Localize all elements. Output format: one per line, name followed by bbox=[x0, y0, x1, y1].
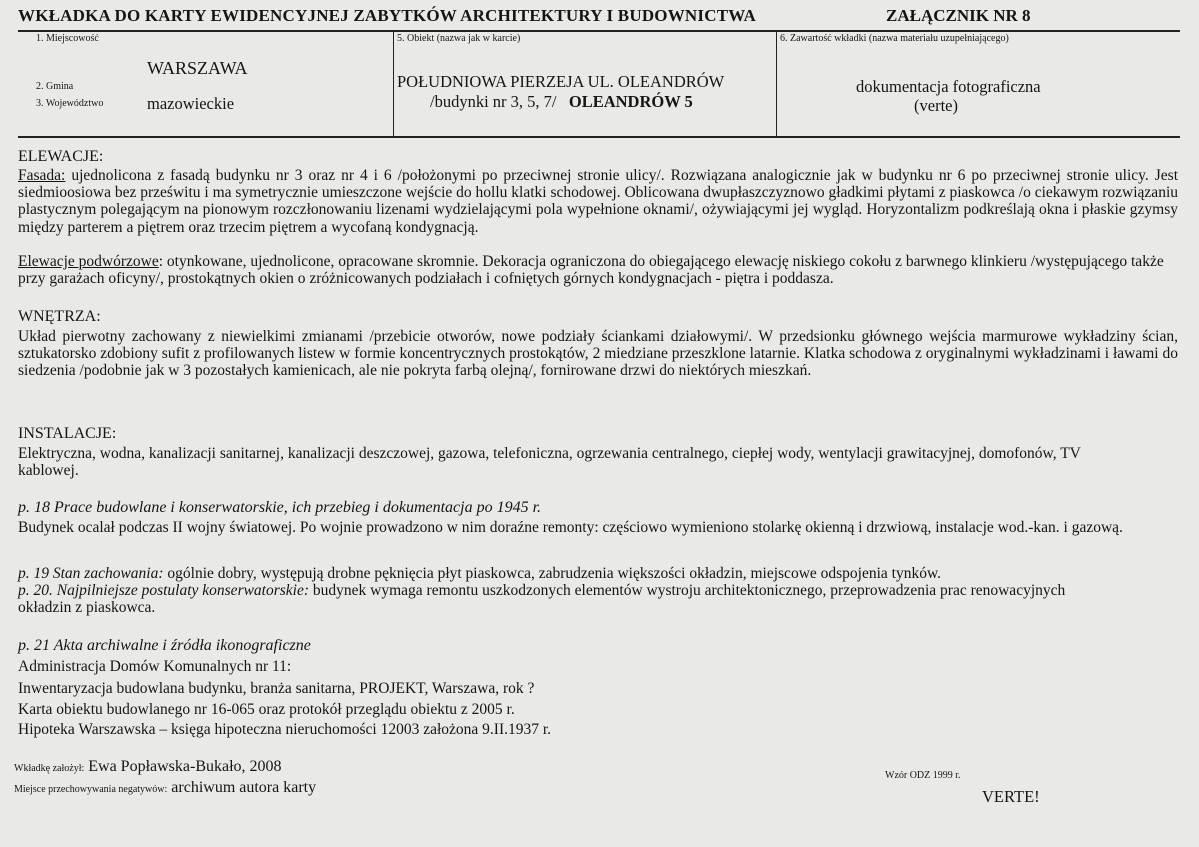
commune-label: 2. Gmina bbox=[36, 81, 74, 92]
yard-elevations-paragraph bbox=[18, 253, 1178, 287]
object-label: 5. Obiekt (nazwa jak w karcie) bbox=[397, 33, 521, 44]
author-value: Ewa Popławska-Bukało, 2008 bbox=[88, 758, 282, 775]
facade-text: ujednolicona z fasadą budynku nr 3 oraz nr 4 i 6 /położonymi po przeciwnej stronie ulicy/. Rozwiązana analogicznie jak w budynku nr 6 po przeciwnej stronie ulicy. Jest siedmioosiowa bez prześwitu i ma symetrycznie umieszczone wejście do hollu klatki schodowej. Oblicowana dwupłaszczyznowo gładkimi płytami z piaskowca /o ciekawym rozwiązaniu plastycznym polegającym na pionowym rozczłonowaniu lizenami wydzielającymi pola wypełnione oknami/, ożywiającymi jej wygląd. Horyzontalizm podkreślają okna i płaskie gzymsy między parterem a piętrem oraz trzecim piętrem a wycofaną kondygnacją. bbox=[18, 167, 1178, 236]
voivodeship-label: 3. Województwo bbox=[36, 98, 104, 109]
p20-label: p. 20. Najpilniejsze postulaty konserwatorskie: bbox=[18, 582, 310, 599]
facade-label: Fasada: bbox=[18, 167, 66, 184]
p18-paragraph: Budynek ocalał podczas II wojny światowej. Po wojnie prowadzono w nim doraźne remonty: częściowo wymieniono stolarkę okienną i drzwiową, instalacje wod.-kan. i gazową. bbox=[18, 519, 1123, 536]
object-name-line2 bbox=[430, 92, 693, 112]
header-top-rule bbox=[18, 30, 1180, 32]
yard-elevations-label: Elewacje podwórzowe bbox=[18, 253, 159, 270]
p19-paragraph bbox=[18, 565, 1178, 582]
interiors-heading: WNĘTRZA: bbox=[18, 308, 101, 325]
storage-row bbox=[14, 779, 316, 797]
author-row bbox=[14, 758, 282, 776]
author-label: Wkładkę założył: bbox=[14, 763, 85, 774]
annex-number: ZAŁĄCZNIK NR 8 bbox=[886, 6, 1031, 25]
locality-value: WARSZAWA bbox=[147, 58, 248, 78]
p19-text: ogólnie dobry, występują drobne pęknięcia płyt piaskowca, zabrudzenia większości okładzin, miejscowe odspojenia tynków. bbox=[163, 565, 942, 582]
form-pattern: Wzór ODZ 1999 r. bbox=[885, 770, 961, 781]
header-bottom-rule bbox=[18, 136, 1180, 138]
verte-note: VERTE! bbox=[982, 787, 1040, 806]
object-buildings: /budynki nr 3, 5, 7/ bbox=[430, 92, 557, 111]
locality-label: 1. Miejscowość bbox=[36, 33, 99, 44]
installations-paragraph: Elektryczna, wodna, kanalizacji sanitarnej, kanalizacji deszczowej, gazowa, telefoniczna, ogrzewania centralnego, ciepłej wody, wentylacji grawitacyjnej, domofonów, TV kablowej. bbox=[18, 445, 1081, 480]
header-divider-2 bbox=[776, 31, 777, 136]
header-divider-1 bbox=[393, 31, 394, 136]
p21-heading: p. 21 Akta archiwalne i źródła ikonograficzne bbox=[18, 637, 311, 654]
contents-label: 6. Zawartość wkładki (nazwa materiału uzupełniającego) bbox=[780, 33, 1009, 44]
form-title: WKŁADKA DO KARTY EWIDENCYJNEJ ZABYTKÓW ARCHITEKTURY I BUDOWNICTWA bbox=[18, 6, 757, 25]
archive-line-2: Inwentaryzacja budowlana budynku, branża sanitarna, PROJEKT, Warszawa, rok ? bbox=[18, 680, 535, 697]
voivodeship-value: mazowieckie bbox=[147, 94, 235, 113]
p18-heading: p. 18 Prace budowlane i konserwatorskie, ich przebieg i dokumentacja po 1945 r. bbox=[18, 499, 542, 516]
yard-elevations-text: : otynkowane, ujednolicone, opracowane skromnie. Dekoracja ograniczona do obiegającego elewację niskiego cokołu z barwnego klinkieru /występującego także przy garażach oficyny/, prostokątnych okien o zróżnicowanych podziałach i cofniętych górnych kondygnacjach - piętra i poddasza. bbox=[18, 253, 1164, 288]
storage-label: Miejsce przechowywania negatywów: bbox=[14, 784, 168, 795]
installations-heading: INSTALACJE: bbox=[18, 425, 117, 442]
contents-value-line1: dokumentacja fotograficzna bbox=[856, 77, 1041, 96]
p20-text: budynek wymaga remontu uszkodzonych elementów wystroju architektonicznego, przeprowadzenia prac renowacyjnych okładzin z piaskowca. bbox=[18, 582, 1066, 617]
archive-line-1: Administracja Domów Komunalnych nr 11: bbox=[18, 658, 292, 675]
p20-paragraph bbox=[18, 582, 1098, 616]
archive-line-3: Karta obiektu budowlanego nr 16-065 oraz protokół przeglądu obiektu z 2005 r. bbox=[18, 701, 515, 718]
object-address: OLEANDRÓW 5 bbox=[568, 92, 693, 111]
object-name-line1: POŁUDNIOWA PIERZEJA UL. OLEANDRÓW bbox=[397, 72, 725, 91]
p19-label: p. 19 Stan zachowania: bbox=[18, 565, 164, 582]
elevations-heading: ELEWACJE: bbox=[18, 148, 104, 165]
facade-paragraph bbox=[18, 167, 1178, 236]
interiors-paragraph: Układ pierwotny zachowany z niewielkimi zmianami /przebicie otworów, nowe podziały ściankami działowymi/. W przedsionku głównego wejścia marmurowe wykładziny ścian, sztukatorsko zdobiony sufit z profilowanych listew w formie koncentrycznych prostokątów, 2 miedziane przeszklone latarnie. Klatka schodowa z oryginalnymi wykładzinami i ławami do siedzenia /podobnie jak w 3 pozostałych kamienicach, ale nie pokryta farbą olejną/, fornirowane drzwi do niektórych mieszkań. bbox=[18, 328, 1178, 380]
archive-line-4: Hipoteka Warszawska – księga hipoteczna nieruchomości 12003 założona 9.II.1937 r. bbox=[18, 721, 552, 738]
contents-value-line2: (verte) bbox=[914, 96, 958, 115]
storage-value: archiwum autora karty bbox=[171, 779, 317, 796]
